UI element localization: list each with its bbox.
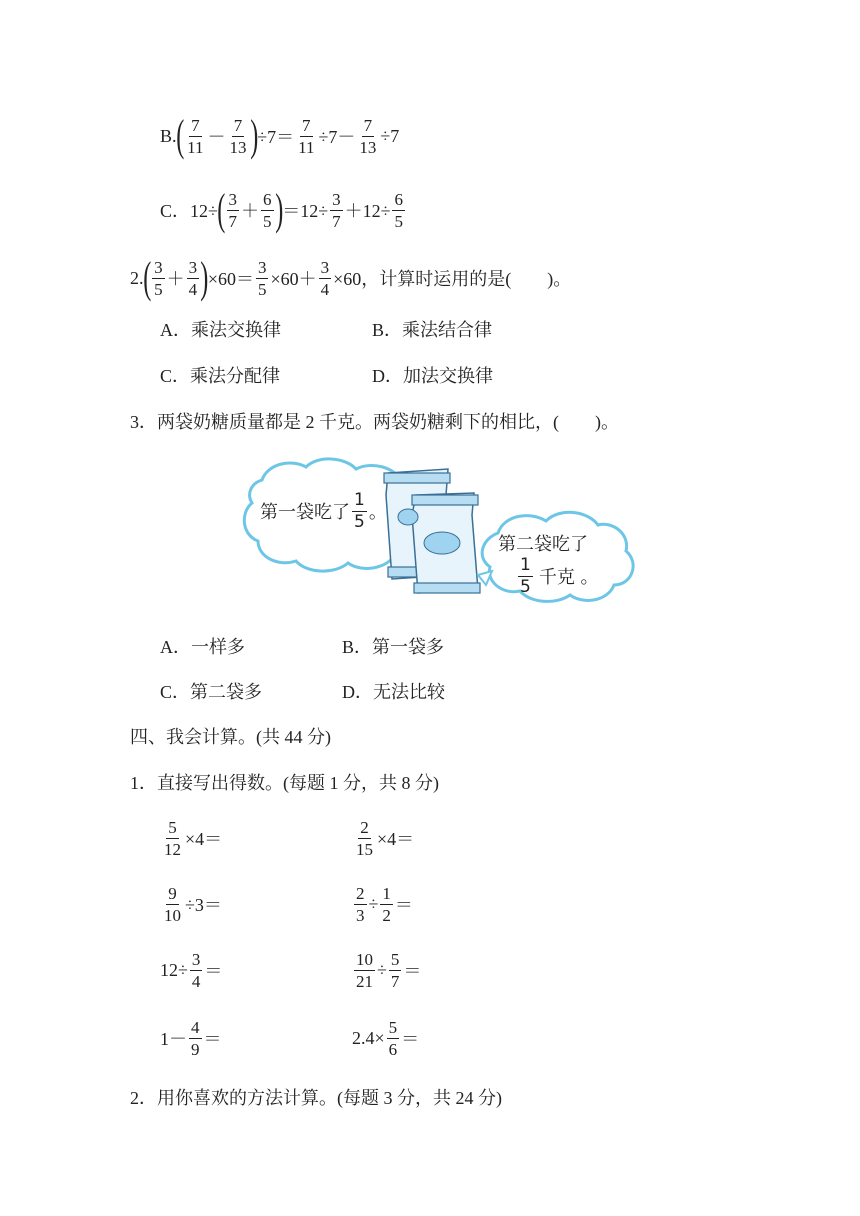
q2-option-d[interactable]: D．加法交换律	[372, 366, 493, 386]
option-b-expression: B. ( $\frac{7}{11}$ － $\frac{7}{13}$ ) ÷7＝ $\frac{7}{11}$ ÷7－ $\frac{7}{13}$ ÷7	[160, 111, 400, 160]
cloud-2-line2: $\frac{1}{5}$ 千克 。	[520, 554, 599, 597]
q2-option-c[interactable]: C．乘法分配律	[160, 366, 281, 386]
paren-close: )	[200, 253, 209, 302]
q2-option-b[interactable]: B．乘法结合律	[372, 320, 493, 340]
question-2: 2. ( $\frac{3}{5}$ ＋ $\frac{3}{4}$ ) ×60＝ $\frac{3}{5}$ ×60＋ $\frac{3}{4}$ ×60，计算时运用的是( )。	[130, 253, 572, 302]
section-4-q2-title: 2．用你喜欢的方法计算。(每题 3 分，共 24 分)	[130, 1088, 502, 1108]
q3-option-d[interactable]: D．无法比较	[342, 682, 445, 702]
fraction: $\frac{3}{5}$	[257, 257, 267, 299]
paren-open: (	[217, 185, 226, 234]
paren-close: )	[249, 111, 258, 160]
cloud-1-text: 第一袋吃了 $\frac{1}{5}$ 。	[260, 489, 387, 532]
calc-item-8: 2.4× $\frac{5}{6}$ ＝	[352, 1017, 420, 1059]
fraction: $\frac{3}{7}$	[228, 189, 238, 231]
cloud-2-line1: 第二袋吃了	[498, 534, 588, 555]
paren-open: (	[175, 111, 184, 160]
fraction: $\frac{6}{5}$	[394, 189, 403, 231]
section-4-title: 四、我会计算。(共 44 分)	[130, 727, 331, 747]
fraction: $\frac{7}{13}$	[359, 115, 377, 157]
fraction: $\frac{7}{11}$	[298, 115, 315, 157]
option-c-expression: C．12÷ ( $\frac{3}{7}$ ＋ $\frac{6}{5}$ ) ＝12÷ $\frac{3}{7}$ ＋12÷ $\frac{6}{5}$	[160, 185, 403, 234]
section-4-q1-title: 1．直接写出得数。(每题 1 分，共 8 分)	[130, 773, 439, 793]
fraction: $\frac{3}{5}$	[154, 257, 163, 299]
fraction: $\frac{3}{4}$	[188, 257, 198, 299]
q3-option-b[interactable]: B．第一袋多	[342, 637, 445, 657]
fraction: $\frac{1}{5}$	[520, 554, 531, 597]
paren-close: )	[274, 185, 283, 234]
calc-item-3: $\frac{9}{10}$ ÷3＝	[164, 883, 222, 925]
q2-option-a[interactable]: A．乘法交换律	[160, 320, 281, 340]
calc-item-6: $\frac{10}{21}$ ÷ $\frac{5}{7}$ ＝	[356, 949, 422, 991]
paren-open: (	[142, 253, 151, 302]
calc-item-5: 12÷ $\frac{3}{4}$ ＝	[160, 949, 223, 991]
question-3: 3．两袋奶糖质量都是 2 千克。两袋奶糖剩下的相比，( )。	[130, 412, 619, 432]
q3-option-a[interactable]: A．一样多	[160, 637, 245, 657]
calc-item-7: 1－ $\frac{4}{9}$ ＝	[160, 1017, 222, 1059]
calc-item-4: $\frac{2}{3}$ ÷ $\frac{1}{2}$ ＝	[356, 883, 413, 925]
calc-item-1: $\frac{5}{12}$ ×4＝	[164, 817, 223, 859]
fraction: $\frac{1}{5}$	[354, 489, 365, 532]
candy-bags-illustration	[0, 455, 860, 655]
fraction: $\frac{3}{7}$	[332, 189, 341, 231]
q3-option-c[interactable]: C．第二袋多	[160, 682, 263, 702]
fraction: $\frac{7}{13}$	[229, 115, 247, 157]
calc-item-2: $\frac{2}{15}$ ×4＝	[356, 817, 415, 859]
fraction: $\frac{7}{11}$	[187, 115, 204, 157]
fraction: $\frac{6}{5}$	[263, 189, 272, 231]
fraction: $\frac{3}{4}$	[320, 257, 330, 299]
